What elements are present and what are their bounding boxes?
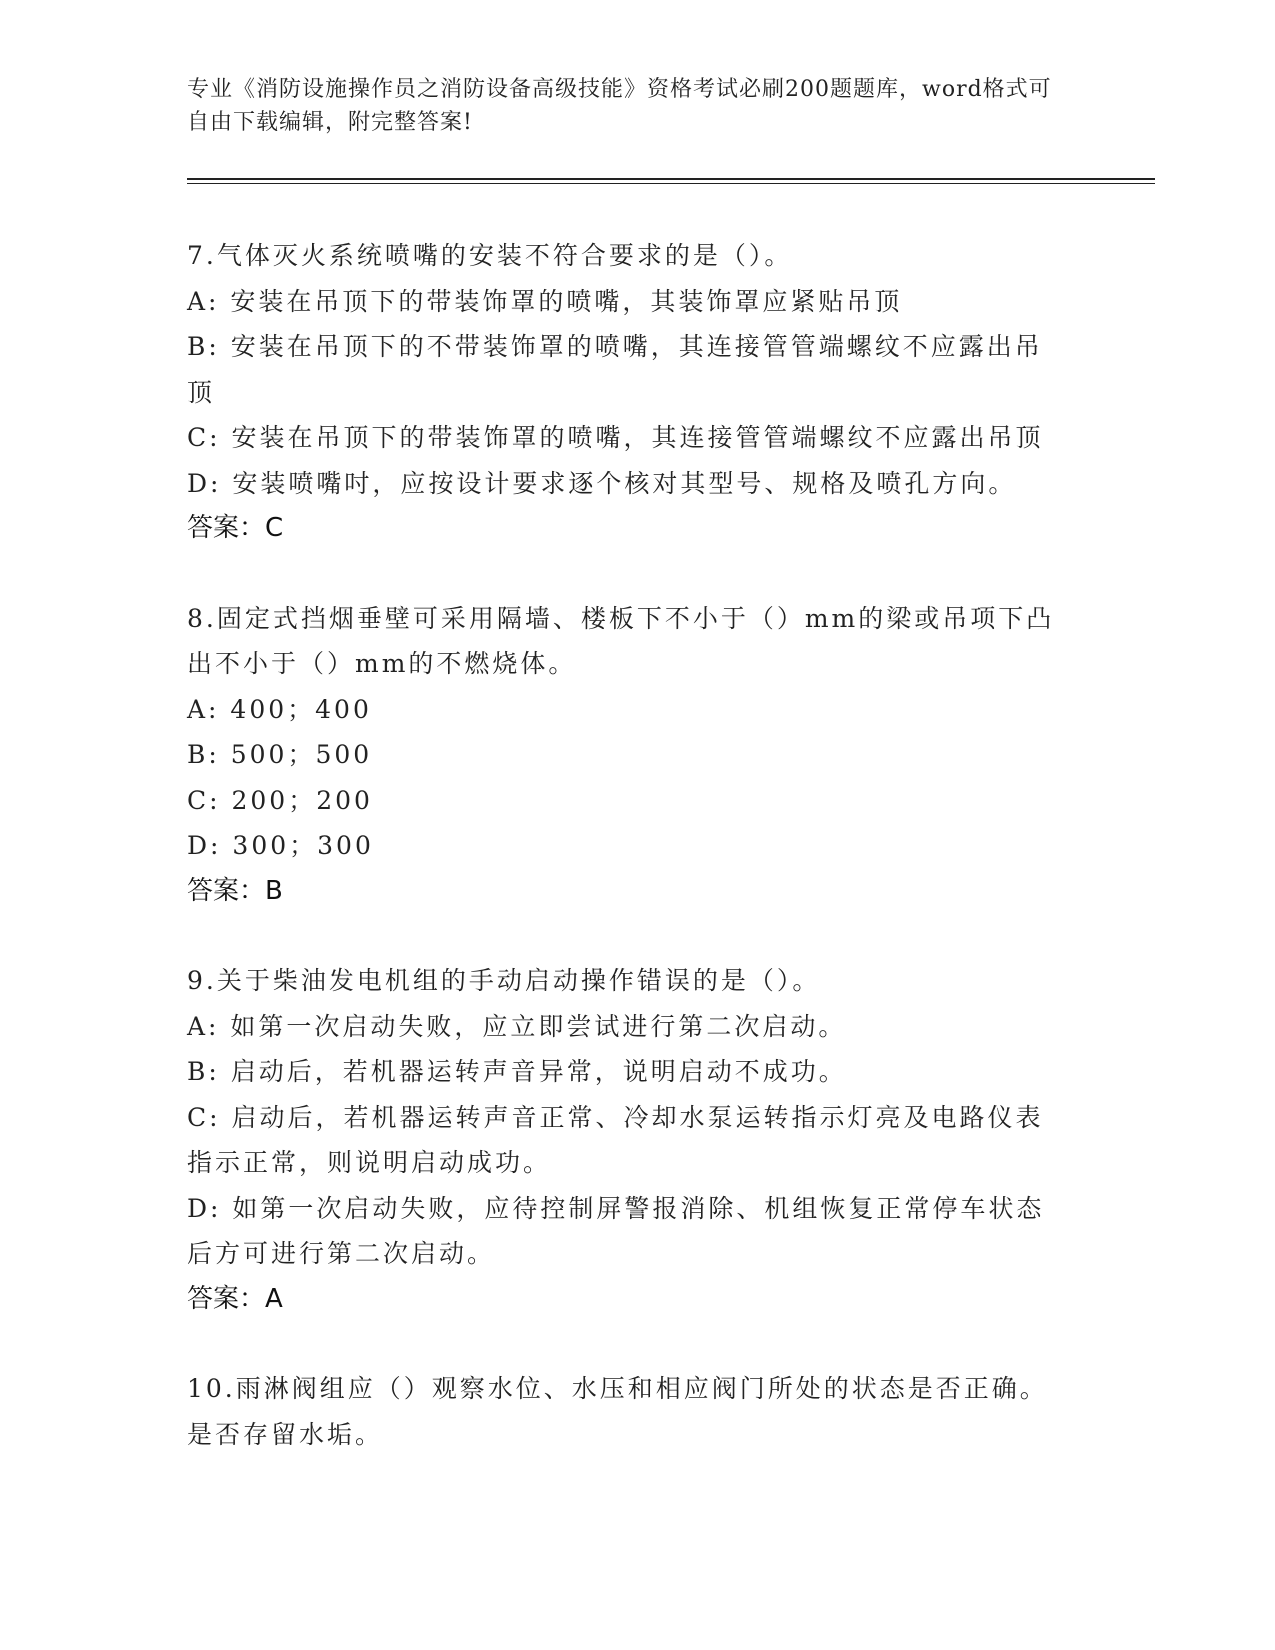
option-b: B: 启动后，若机器运转声音异常，说明启动不成功。	[187, 1057, 847, 1086]
document-header-title: 专业《消防设施操作员之消防设备高级技能》资格考试必刷200题题库，word格式可自由下载编辑，附完整答案!	[187, 77, 1052, 135]
question-10	[187, 1366, 1087, 1457]
question-9	[187, 958, 1087, 1322]
option-d: D: 安装喷嘴吋，应按设计要求逐个核对其型号、规格及喷孔方向。	[187, 468, 1017, 498]
answer-line: 答案：B	[187, 875, 283, 906]
option-c: C: 安装在吊顶下的带装饰罩的喷嘴，其连接管管端螺纹不应露出吊顶	[187, 423, 1044, 452]
answer-line: 答案：A	[187, 1283, 283, 1314]
question-list	[187, 233, 1087, 1457]
option-d: D: 如第一次启动失败，应待控制屏警报消除、机组恢复正常停车状态后方可进行第二次启动。	[187, 1193, 1045, 1268]
answer-line: 答案：C	[187, 513, 284, 543]
question-stem: 9.关于柴油发电机组的手动启动操作错误的是（）。	[187, 966, 821, 995]
option-a: A: 安装在吊顶下的带装饰罩的喷嘴，其装饰罩应紧贴吊顶	[187, 286, 903, 316]
document-page	[187, 0, 1147, 1650]
option-a: A: 如第一次启动失败，应立即尝试进行第二次启动。	[187, 1011, 847, 1041]
option-b: B: 500；500	[187, 740, 373, 769]
option-a: A: 400；400	[187, 694, 372, 724]
option-c: C: 启动后，若机器运转声音正常、冷却水泵运转指示灯亮及电路仪表指示正常，则说明启动成功。	[187, 1102, 1044, 1177]
option-d: D: 300；300	[187, 831, 374, 860]
question-stem: 8.固定式挡烟垂壁可采用隔墙、楼板下不小于（）mm的梁或吊项下凸出不小于（）mm的不燃烧体。	[187, 603, 1055, 678]
question-stem: 10.雨淋阀组应（）观察水位、水压和相应阀门所处的状态是否正确。是否存留水垢。	[187, 1374, 1048, 1449]
question-8	[187, 596, 1087, 915]
option-c: C: 200；200	[187, 785, 373, 815]
header-divider	[187, 178, 1155, 184]
question-stem: 7.气体灭火系统喷嘴的安装不符合要求的是（）。	[187, 241, 793, 270]
option-b: B: 安装在吊顶下的不带装饰罩的喷嘴，其连接管管端螺纹不应露出吊顶	[187, 332, 1043, 407]
question-7	[187, 233, 1087, 552]
